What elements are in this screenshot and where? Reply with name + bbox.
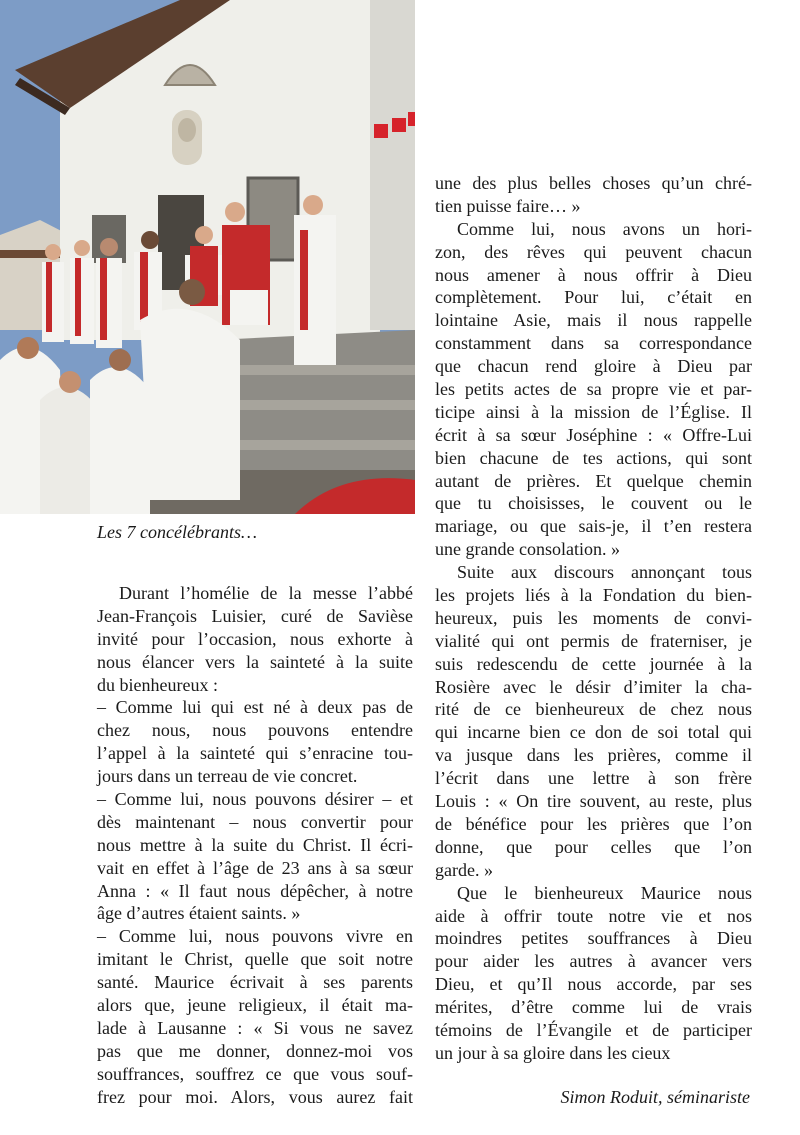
text-line: les petits actes de sa propre vie et par- (435, 379, 752, 400)
text-line: du bienheureux : (97, 674, 218, 695)
text-line: l’écrit dans une lettre à son frère (435, 768, 752, 789)
text-line: souffrances, souffrez ce que vous souf- (97, 1063, 413, 1084)
deacon (294, 195, 336, 365)
text-line: Durant l’homélie de la messe l’abbé (119, 583, 413, 603)
text-line: ticipe ainsi à la mission de l’Église. Il (435, 401, 752, 422)
text-line: âge d’autres étaient saints. » (97, 903, 301, 924)
text-line: Louis : « On tire souvent, au reste, plus (435, 791, 752, 812)
text-line: l’appel à la sainteté qui s’enracine tou- (97, 743, 413, 764)
text-line: lade à Lausanne : « Si vous ne savez (97, 1017, 413, 1038)
text-line: un jour à sa gloire dans les cieux (435, 1042, 671, 1063)
text-line: tien puisse faire… » (435, 195, 581, 216)
text-line: dès maintenant – nous convertir pour (97, 811, 413, 832)
flag-3 (408, 112, 415, 126)
text-line: – Comme lui, nous pouvons vivre en (97, 926, 413, 947)
flag-2 (392, 118, 406, 132)
right-text-column (435, 172, 752, 1065)
text-line: nous élancer vers la sainteté à la suite (97, 651, 413, 672)
text-line: mérites, d’être comme lui de vrais (435, 997, 752, 1018)
photo-caption: Les 7 concélébrants… (97, 522, 257, 542)
text-line: une grande consolation. » (435, 539, 620, 560)
text-line: alors que, jeune religieux, il était ma- (97, 995, 413, 1016)
text-line: Que le bienheureux Maurice nous (457, 882, 752, 903)
text-line: suis redescendu de cette journée à la (435, 653, 752, 674)
text-line: aide à offrir toute notre vie et nos (435, 905, 752, 926)
text-line: rité de ce bienheureux de chez nous (435, 699, 752, 720)
text-line: – Comme lui qui est né à deux pas de (97, 697, 413, 718)
text-line: nous amener à nous offrir à Dieu (435, 264, 752, 285)
author-signature: Simon Roduit, séminariste (560, 1087, 750, 1107)
text-line: constamment dans sa correspondance (435, 333, 752, 354)
text-line: Comme lui, nous avons un hori- (457, 218, 752, 239)
flag-1 (374, 124, 388, 138)
text-line: donne, que pour celles que l’on (435, 836, 752, 857)
text-line: Jean-François Luisier, curé de Savièse (97, 605, 413, 626)
text-line: pour aider les autres à avancer vers (435, 951, 752, 972)
text-line: invité pour l’occasion, nous exhorte à (97, 628, 413, 649)
text-line: va jusque dans les prières, comme il (435, 745, 752, 766)
text-line: heureux, puis les moments de convi- (435, 607, 752, 628)
text-line: chez nous, nous pouvons entendre (97, 720, 413, 741)
text-line: vialité qui ont permis de fraterniser, je (435, 630, 752, 651)
text-line: bien chacune de tes actions, qui sont (435, 447, 752, 468)
text-line: Dieu, et qu’Il nous accorde, par ses (435, 974, 752, 995)
text-line: – Comme lui, nous pouvons désirer – et (97, 789, 413, 810)
text-line: mariage, ou que sais-je, il t’en restera (435, 516, 752, 537)
text-line: une des plus belles choses qu’un chré- (435, 173, 752, 193)
church-procession-photo (0, 0, 415, 514)
text-line: nous mettre à la suite du Christ. Il écri- (97, 834, 413, 855)
text-line: écrit à sa sœur Joséphine : « Offre-Lui (435, 424, 752, 445)
text-line: autant de prières. Et quelque chemin (435, 470, 752, 491)
text-line: que chacun rend gloire à Dieu par (435, 356, 752, 377)
text-line: qui incarne bien ce don de soi total qui (435, 722, 752, 743)
text-line: de bénéfice pour les prières que l’on (435, 813, 752, 834)
text-line: Anna : « Il faut nous dépêcher, à notre (97, 880, 413, 901)
text-line: lointaine Asie, mais il nous rappelle (435, 310, 752, 331)
text-line: jours dans un terreau de vie concret. (97, 766, 358, 787)
text-line: les projets liés à la Fondation du bien- (435, 585, 752, 606)
text-line: frez pour moi. Alors, vous aurez fait (97, 1086, 413, 1107)
left-text-column (97, 582, 413, 1108)
text-line: imitant le Christ, quelle que soit notre (97, 949, 413, 970)
photo-illustration (0, 0, 415, 514)
text-line: santé. Maurice écrivait à ses parents (97, 972, 413, 993)
text-line: vait en effet à l’âge de 23 ans à sa sœur (97, 857, 413, 878)
text-line: moindres petites souffrances à Dieu (435, 928, 752, 949)
text-line: Rosière avec le désir d’imiter la cha- (435, 676, 752, 697)
text-line: que tu choisisses, le couvent ou le (435, 493, 752, 514)
text-line: Suite aux discours annonçant tous (457, 562, 752, 583)
text-line: pas que me donner, donnez-moi vos (97, 1040, 413, 1061)
text-line: zon, des rêves qui peuvent chacun (435, 241, 752, 262)
text-line: garde. » (435, 859, 493, 880)
text-line: complètement. Pour lui, c’était en (435, 287, 752, 308)
text-line: témoins de l’Évangile et de participer (435, 1019, 752, 1040)
